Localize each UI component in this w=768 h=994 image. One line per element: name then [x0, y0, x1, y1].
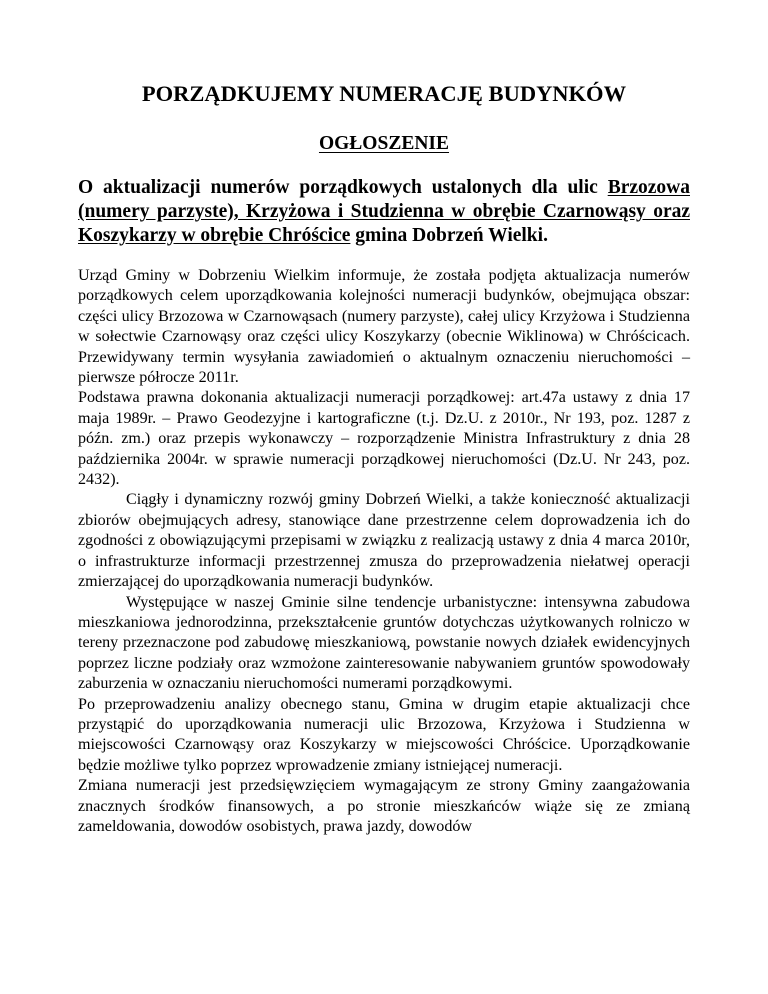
paragraph-legal-basis: Podstawa prawna dokonania aktualizacji numeracji porządkowej: art.47a ustawy z dnia 17 maja 1989r. – Prawo Geodezyjne i kartograficzne (t.j. Dz.U. z 2010r., Nr 193, poz. 1287 z późn. zm.) oraz przepis wykonawczy – rozporządzenie Ministra Infrastruktury z dnia 28 października 2004r. w sprawie numeracji porządkowej nieruchomości (Dz.U. Nr 243, poz. 2432).	[78, 389, 690, 489]
paragraph-intro: Urząd Gminy w Dobrzeniu Wielkim informuje, że została podjęta aktualizacja numerów porządkowych celem uporządkowania kolejności numeracji budynków, obejmująca obszar: części ulicy Brzozowa w Czarnowąsach (numery parzyste), całej ulicy Krzyżowa i Studzienna w sołectwie Czarnowąsy oraz części ulicy Koszykarzy (obecnie Wiklinowa) w Chróścicach. Przewidywany termin wysyłania zawiadomień o aktualnym oznaczeniu nieruchomości – pierwsze półrocze 2011r.	[78, 267, 690, 387]
paragraph-costs: Zmiana numeracji jest przedsięwzięciem wymagającym ze strony Gminy zaangażowania znacznych środków finansowych, a po stronie mieszkańców wiąże się ze zmianą zameldowania, dowodów osobistych, prawa jazdy, dowodów	[78, 777, 690, 835]
document-body	[78, 266, 690, 837]
heading-text-start: O aktualizacji numerów porządkowych ustalonych dla ulic	[78, 177, 608, 198]
page-title: PORZĄDKUJEMY NUMERACJĘ BUDYNKÓW	[141, 81, 627, 106]
heading-text-end: gmina Dobrzeń Wielki.	[350, 225, 548, 246]
announcement-heading	[78, 176, 690, 248]
heading-streets-underlined: Brzozowa (numery parzyste), Krzyżowa i Studzienna w obrębie Czarnowąsy oraz Koszykarzy w obrębie Chróścice	[78, 177, 690, 246]
announcement-label: OGŁOSZENIE	[318, 133, 450, 154]
paragraph-analysis: Po przeprowadzeniu analizy obecnego stanu, Gmina w drugim etapie aktualizacji chce przystąpić do uporządkowania numeracji ulic Brzozowa, Krzyżowa i Studzienna w miejscowości Czarnowąsy oraz Koszykarzy w miejscowości Chróścice. Uporządkowanie będzie możliwe tylko poprzez wprowadzenie zmiany istniejącej numeracji.	[78, 695, 690, 774]
paragraph-urban-trends: Występujące w naszej Gminie silne tendencje urbanistyczne: intensywna zabudowa mieszkaniowa jednorodzinna, przekształcenie gruntów dotychczas użytkowanych rolniczo w tereny przeznaczone pod zabudowę mieszkaniową, powstanie nowych działek ewidencyjnych poprzez liczne podziały oraz wzmożone zainteresowanie nabywaniem gruntów spowodowały zaburzenia w oznaczaniu nieruchomości numerami porządkowymi.	[78, 593, 690, 693]
paragraph-development: Ciągły i dynamiczny rozwój gminy Dobrzeń Wielki, a także konieczność aktualizacji zbiorów obejmujących adresy, stanowiące dane przestrzenne celem doprowadzenia ich do zgodności z obowiązującymi przepisami w związku z realizacją ustawy z dnia 4 marca 2010r, o infrastrukturze informacji przestrzennej zmusza do przeprowadzenia niełatwej operacji zmierzającej do uporządkowania numeracji budynków.	[78, 491, 690, 591]
